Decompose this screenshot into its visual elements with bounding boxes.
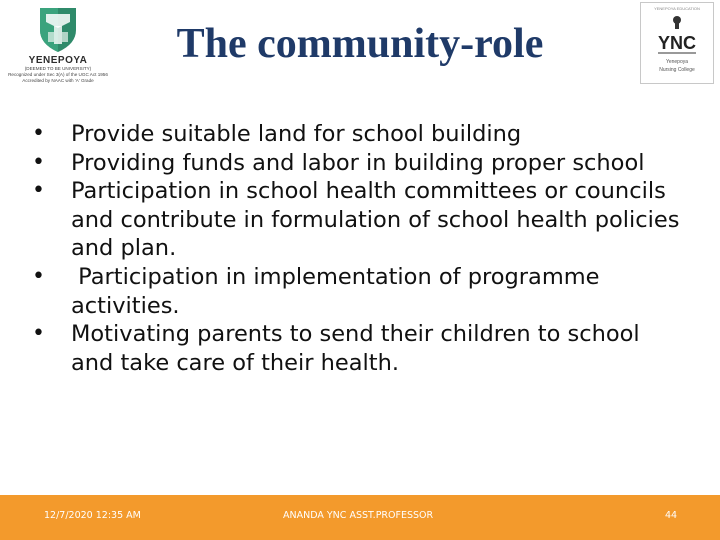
logo-subline: (DEEMED TO BE UNIVERSITY) [24, 66, 92, 71]
ync-caption: Nursing College [659, 67, 695, 73]
bullet-text: Participation in implementation of programme activities. [71, 263, 607, 319]
slide-title: The community-role [176, 21, 544, 67]
footer-date: 12/7/2020 12:35 AM [44, 510, 141, 521]
slide-number: 44 [665, 510, 678, 521]
ync-emblem-icon [652, 13, 702, 57]
bullet-text: Motivating parents to send their children to school and take care of their health. [71, 321, 640, 376]
bullet-item [30, 320, 680, 377]
bullet-item [30, 177, 680, 263]
footer-presenter: ANANDA YNC ASST.PROFESSOR [283, 510, 434, 521]
bullet-text: Provide suitable land for school building [71, 121, 522, 147]
bullet-item [30, 263, 680, 320]
logo-subline: Recognized under Sec 3(A) of the UGC Act 1956 [8, 72, 108, 77]
bullet-text: Providing funds and labor in building proper school [71, 149, 645, 176]
bullet-text: Participation in school health committees or councils and contribute in formulation of school health policies and plan. [71, 178, 680, 262]
bullet-item [30, 120, 680, 149]
bullet-list [30, 120, 680, 377]
ync-caption: Yenepoya [665, 59, 689, 65]
logo-name: YENEPOYA [28, 55, 88, 66]
ync-mark: YNC [657, 33, 697, 53]
ync-logo-top-text: YENEPOYA EDUCATION [654, 6, 700, 11]
bullet-dot-icon: • [32, 149, 45, 175]
logo-subline: Accredited by NAAC with 'A' Grade [22, 78, 94, 83]
bullet-item [30, 149, 680, 178]
ync-logo [640, 2, 714, 84]
bullet-dot-icon: • [32, 178, 45, 204]
footer-bar [0, 495, 720, 540]
bullet-dot-icon: • [32, 321, 45, 347]
bullet-dot-icon: • [32, 121, 45, 146]
bullet-dot-icon: • [32, 263, 45, 289]
